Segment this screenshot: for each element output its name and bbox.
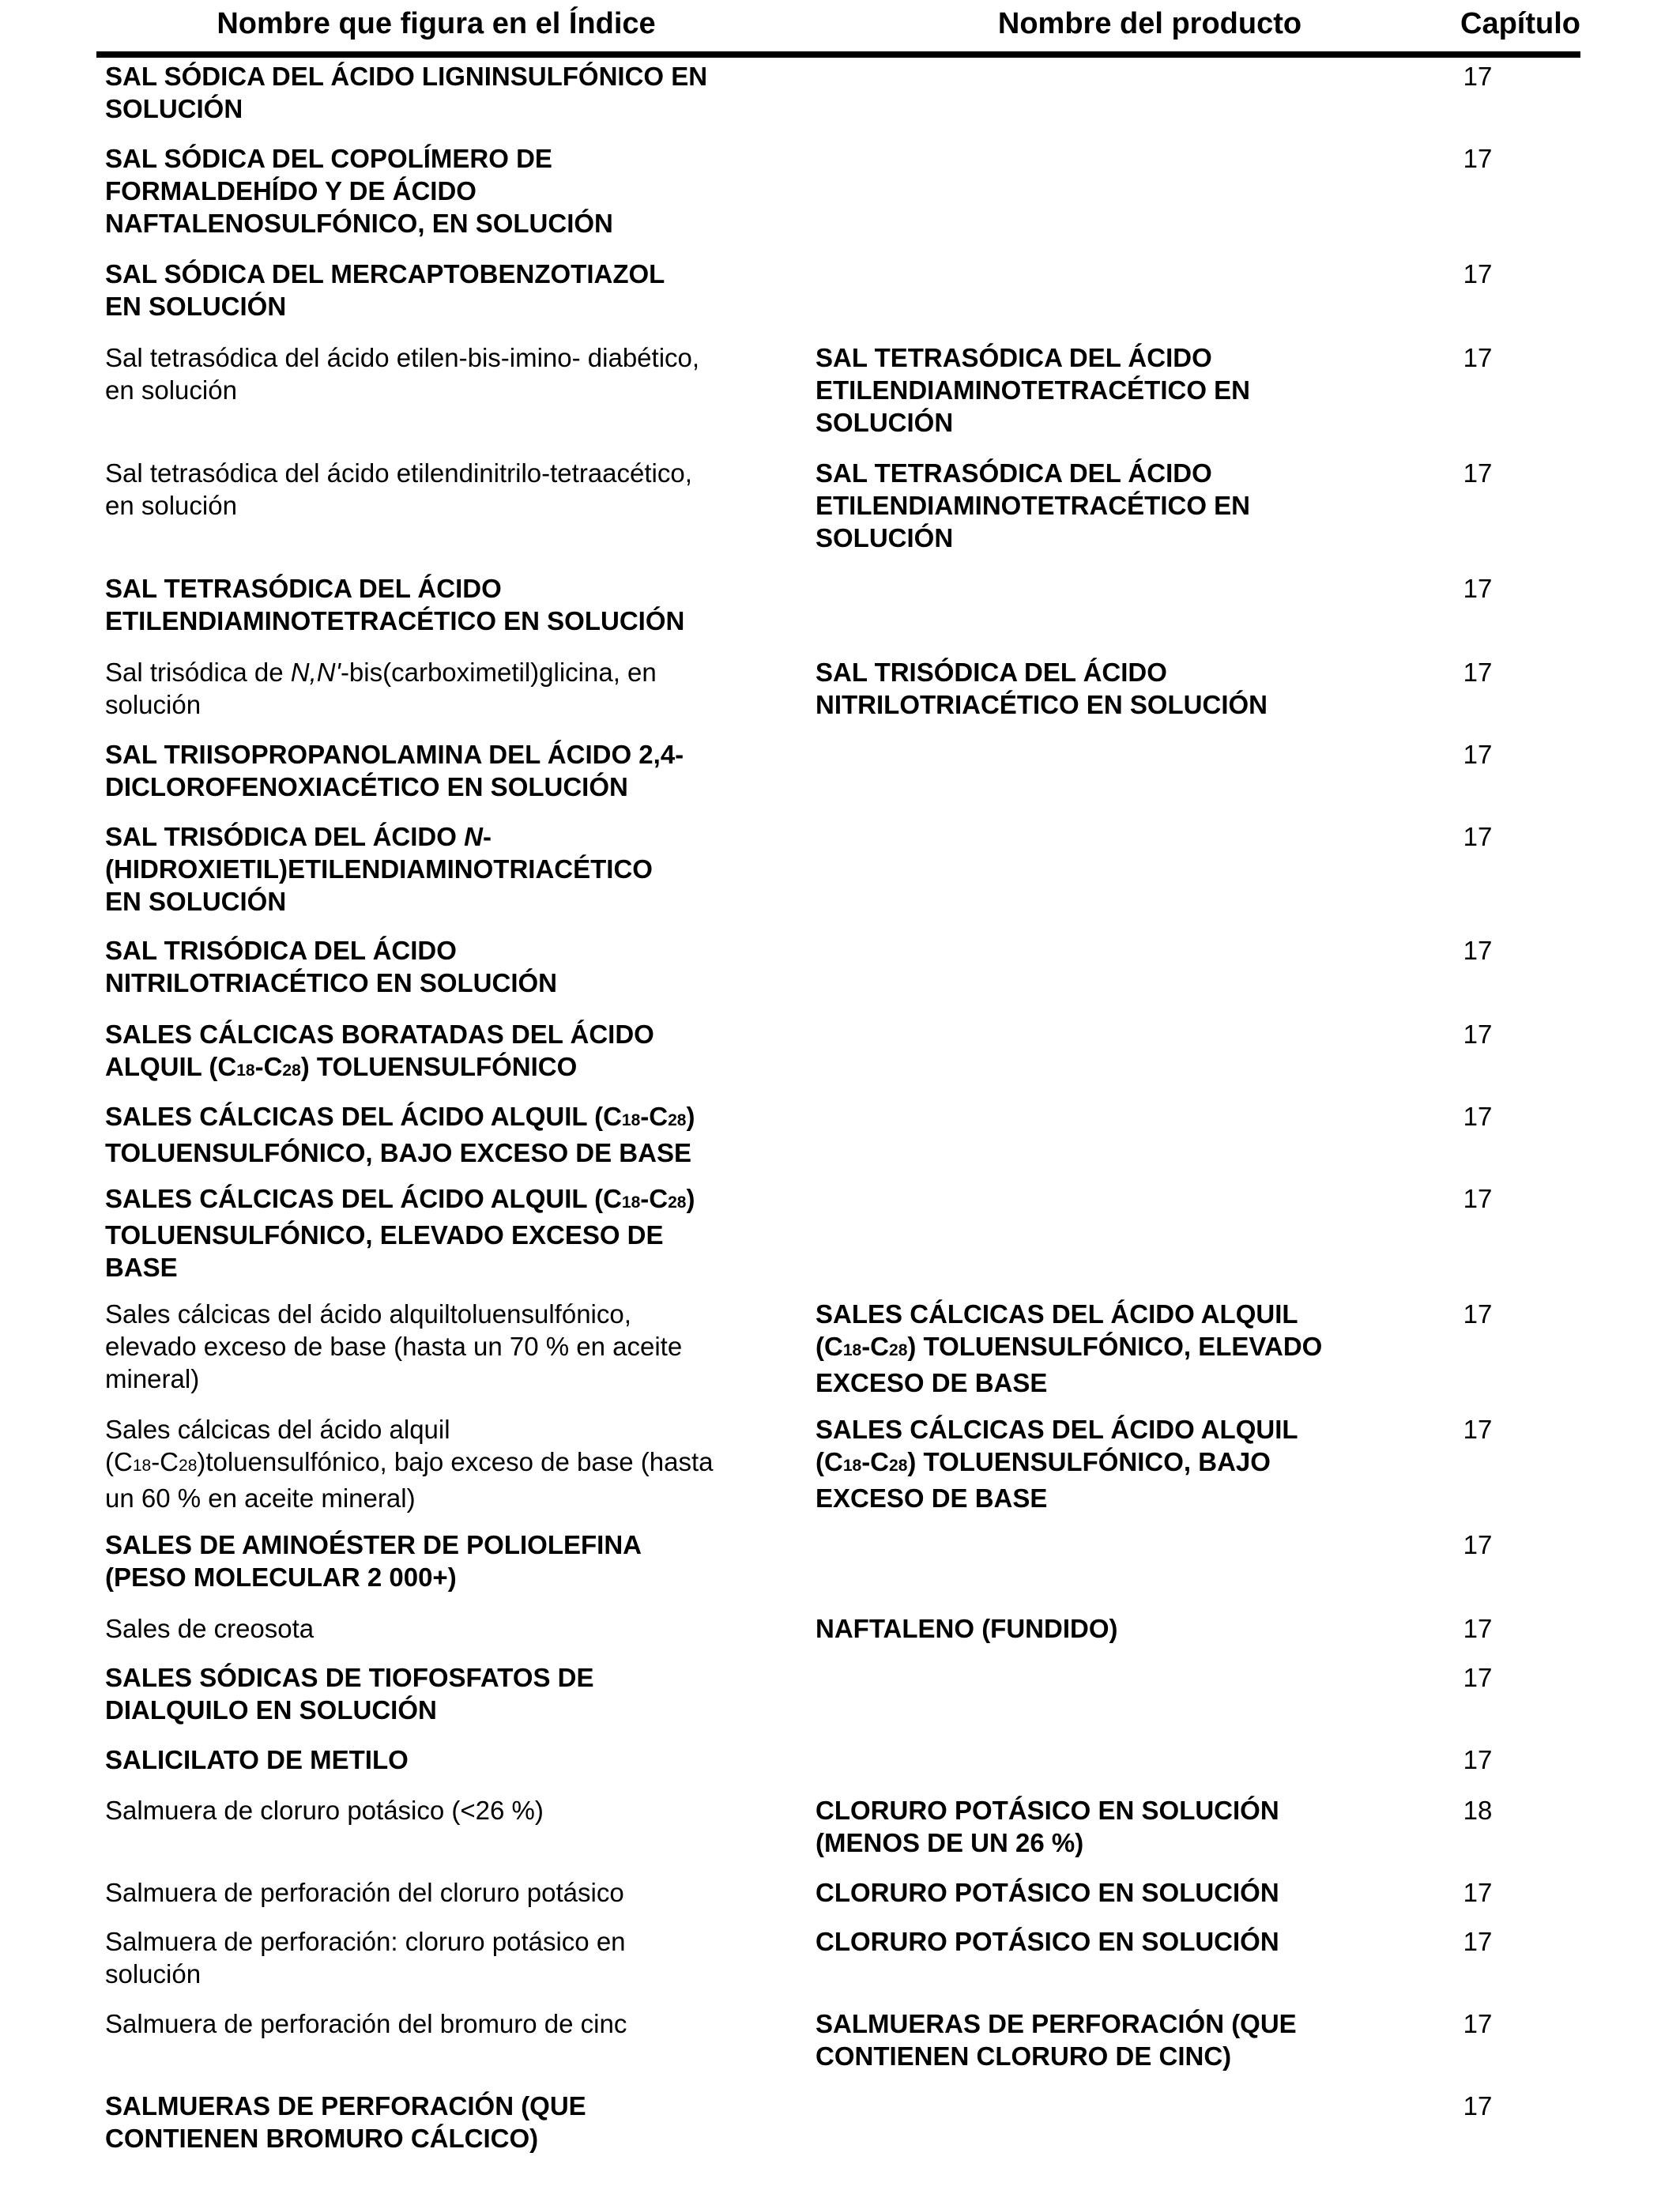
index-name-cell: SAL TETRASÓDICA DEL ÁCIDO ETILENDIAMINOTETRACÉTICO EN SOLUCIÓN: [105, 574, 685, 635]
chapter-cell: 17: [1463, 458, 1493, 488]
chapter-cell: 17: [1463, 343, 1493, 372]
index-name-cell: SALES DE AMINOÉSTER DE POLIOLEFINA (PESO MOLECULAR 2 000+): [105, 1530, 642, 1592]
index-name-cell: SAL SÓDICA DEL MERCAPTOBENZOTIAZOL EN SOLUCIÓN: [105, 259, 665, 321]
product-name-cell: SAL TETRASÓDICA DEL ÁCIDO ETILENDIAMINOTETRACÉTICO EN SOLUCIÓN: [816, 458, 1250, 552]
index-name-cell: Sales cálcicas del ácido alquiltoluensulfónico, elevado exceso de base (hasta un 70 % en aceite mineral): [105, 1299, 683, 1393]
index-name-cell: Sal tetrasódica del ácido etilendinitrilo-tetraacético, en solución: [105, 458, 692, 520]
chapter-cell: 17: [1463, 936, 1493, 965]
chapter-cell: 17: [1463, 822, 1493, 851]
product-name-cell: SALMUERAS DE PERFORACIÓN (QUE CONTIENEN CLORURO DE CINC): [816, 2009, 1297, 2071]
index-name-cell: Salmuera de perforación del bromuro de cinc: [105, 2009, 627, 2038]
chapter-cell: 17: [1463, 259, 1493, 288]
product-name-cell: CLORURO POTÁSICO EN SOLUCIÓN: [816, 1878, 1279, 1907]
table-header: [0, 0, 1680, 51]
chapter-cell: 17: [1463, 1415, 1493, 1444]
index-name-cell: Salmuera de perforación del cloruro potásico: [105, 1878, 624, 1907]
index-name-cell: SALES SÓDICAS DE TIOFOSFATOS DE DIALQUILO EN SOLUCIÓN: [105, 1663, 594, 1725]
chapter-cell: 17: [1463, 1020, 1493, 1049]
header-rule: [96, 51, 1580, 58]
chapter-cell: 17: [1463, 1927, 1493, 1956]
chapter-cell: 17: [1463, 1184, 1493, 1213]
index-name-cell: SAL TRISÓDICA DEL ÁCIDO N- (HIDROXIETIL)ETILENDIAMINOTRIACÉTICO EN SOLUCIÓN: [105, 822, 653, 916]
index-name-cell: SALES CÁLCICAS BORATADAS DEL ÁCIDO ALQUIL (C18-C28) TOLUENSULFÓNICO: [105, 1020, 654, 1081]
index-name-cell: SALES CÁLCICAS DEL ÁCIDO ALQUIL (C18-C28) TOLUENSULFÓNICO, ELEVADO EXCESO DE BASE: [105, 1184, 695, 1282]
product-name-cell: CLORURO POTÁSICO EN SOLUCIÓN: [816, 1927, 1279, 1956]
index-name-cell: Sal trisódica de N,N'-bis(carboximetil)glicina, en solución: [105, 658, 657, 719]
product-name-cell: SALES CÁLCICAS DEL ÁCIDO ALQUIL (C18-C28) TOLUENSULFÓNICO, BAJO EXCESO DE BASE: [816, 1415, 1298, 1513]
index-name-cell: SAL TRISÓDICA DEL ÁCIDO NITRILOTRIACÉTICO EN SOLUCIÓN: [105, 936, 557, 997]
chapter-cell: 17: [1463, 1878, 1493, 1907]
index-name-cell: SAL SÓDICA DEL COPOLÍMERO DE FORMALDEHÍDO Y DE ÁCIDO NAFTALENOSULFÓNICO, EN SOLUCIÓN: [105, 144, 613, 238]
chapter-cell: 18: [1463, 1796, 1493, 1825]
header-index-name: Nombre que figura en el Índice: [217, 7, 656, 40]
product-name-cell: SAL TRISÓDICA DEL ÁCIDO NITRILOTRIACÉTICO EN SOLUCIÓN: [816, 658, 1268, 719]
product-name-cell: NAFTALENO (FUNDIDO): [816, 1614, 1118, 1643]
index-name-cell: SAL TRIISOPROPANOLAMINA DEL ÁCIDO 2,4- DICLOROFENOXIACÉTICO EN SOLUCIÓN: [105, 740, 684, 801]
index-name-cell: SALICILATO DE METILO: [105, 1745, 409, 1774]
chapter-cell: 17: [1463, 574, 1493, 603]
index-name-cell: SALMUERAS DE PERFORACIÓN (QUE CONTIENEN BROMURO CÁLCICO): [105, 2091, 586, 2153]
index-name-cell: Salmuera de cloruro potásico (<26 %): [105, 1796, 544, 1825]
index-name-cell: SAL SÓDICA DEL ÁCIDO LIGNINSULFÓNICO EN SOLUCIÓN: [105, 62, 708, 123]
chapter-cell: 17: [1463, 1745, 1493, 1774]
index-name-cell: Sal tetrasódica del ácido etilen-bis-imino- diabético, en solución: [105, 343, 700, 405]
index-name-cell: Sales cálcicas del ácido alquil (C18-C28)toluensulfónico, bajo exceso de base (hasta un 60 % en aceite mineral): [105, 1415, 714, 1513]
chapter-cell: 17: [1463, 1530, 1493, 1559]
index-name-cell: SALES CÁLCICAS DEL ÁCIDO ALQUIL (C18-C28) TOLUENSULFÓNICO, BAJO EXCESO DE BASE: [105, 1102, 695, 1167]
header-product-name: Nombre del producto: [997, 7, 1302, 40]
header-chapter: Capítulo: [1460, 7, 1580, 40]
chapter-cell: 17: [1463, 1614, 1493, 1643]
chapter-cell: 17: [1463, 2009, 1493, 2038]
chapter-cell: 17: [1463, 62, 1493, 91]
chapter-cell: 17: [1463, 658, 1493, 687]
chapter-cell: 17: [1463, 144, 1493, 173]
product-name-cell: SAL TETRASÓDICA DEL ÁCIDO ETILENDIAMINOTETRACÉTICO EN SOLUCIÓN: [816, 343, 1250, 437]
product-name-cell: SALES CÁLCICAS DEL ÁCIDO ALQUIL (C18-C28) TOLUENSULFÓNICO, ELEVADO EXCESO DE BASE: [816, 1299, 1323, 1397]
index-name-cell: Salmuera de perforación: cloruro potásico en solución: [105, 1927, 626, 1989]
chapter-cell: 17: [1463, 1102, 1493, 1131]
index-name-cell: Sales de creosota: [105, 1614, 315, 1643]
chapter-cell: 17: [1463, 740, 1493, 769]
chapter-cell: 17: [1463, 1663, 1493, 1692]
chapter-cell: 17: [1463, 1299, 1493, 1329]
chapter-cell: 17: [1463, 2091, 1493, 2120]
product-name-cell: CLORURO POTÁSICO EN SOLUCIÓN (MENOS DE UN 26 %): [816, 1796, 1279, 1857]
